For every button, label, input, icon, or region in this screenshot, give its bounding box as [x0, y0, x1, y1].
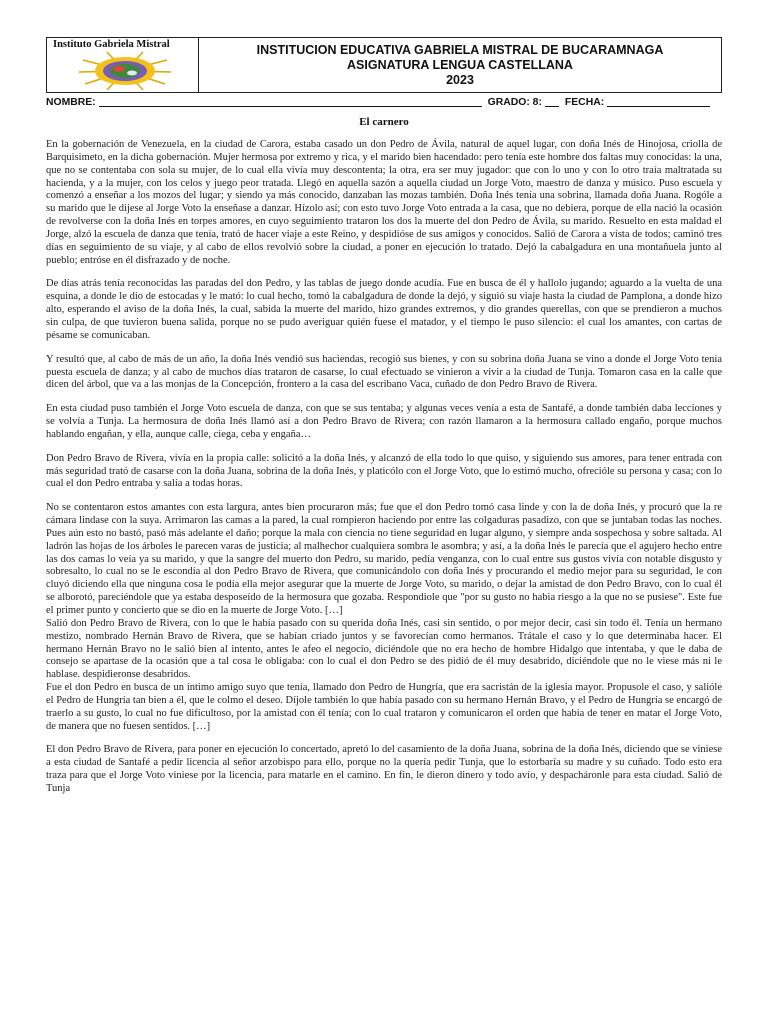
student-info-line	[46, 95, 722, 109]
school-logo-icon	[77, 50, 173, 92]
grade-field[interactable]	[545, 98, 559, 107]
institution-title	[199, 38, 721, 92]
document-title: El carnero	[359, 116, 409, 128]
paragraph: No se contentaron estos amantes con esta largura, antes bien procuraron más; fue que el don Pedro tomó casa linde y con la de doña Inés, y procuró que la re cámara lindase con la suya. Arrimaron las camas a la pared, la cual rompieron haciendo por entre las colgaduras pasadizo, con que se juntaban todas las noches. Pues aún esto no bastó, pasó más adelante el daño; porque la mala con ciencia no tiene seguridad en lugar alguno, y siempre anda sospechosa y sobre saltada. Al ladrón las hojas de los árboles le parecen varas de justicia; al malhechor cualquiera sombra le asombra; y así, a la doña Inés le parecía que el agujero hecho entre las dos camas lo veía ya su marido, y que la sangre del muerto don Pedro, su marido, pedía venganza, con lo cual entre sus gustos vivía con notable disgusto y sobresalto, lo cual no se le escondía al don Pedro Bravo de Rivera, que comunicándolo con doña Inés y procurando el medio mejor para su seguridad, le con cluyó diciendo ella que ninguna cosa le podía ella mejor asegurar que la muerte de Jorge Voto, su marido, o dejar la amistad de don Pedro Bravo, con lo cual él se alborotó, pareciéndole que ya estaba desposeído de la hermosura que gozaba. Respondiole que "por su gusto no habia riesgo a la que no se pusiese". Este fue el primer punto y concierto que se dio en la muerte de Jorge Voto. […]	[46, 502, 722, 616]
logo-cell	[47, 38, 199, 92]
logo-caption: Instituto Gabriela Mistral	[53, 39, 170, 50]
subject-name: ASIGNATURA LENGUA CASTELLANA	[347, 57, 573, 72]
paragraph: Y resultó que, al cabo de más de un año, la doña Inés vendió sus haciendas, recogió sus bienes, y con su sobrina doña Juana se vino a donde el Jorge Voto tenía puesta escuela de danza; y al cabo de muchos días trataron de casarse, lo cual efectuado se vinieron a vivir a la ciudad de Tunja. Tomaron casa en la calle que dicen del árbol, que va a las monjas de la Concepción, frontero a la casa del escribano Vaca, cuñado de don Pedro Bravo de Rivera.	[46, 353, 722, 391]
name-field[interactable]	[99, 98, 482, 107]
paragraph: Salió don Pedro Bravo de Rivera, con lo que le había pasado con su querida doña Inés, casi sin sentido, o por mejor decir, casi sin todo él. Tenía un hermano mestizo, nombrado Hernán Bravo de Rivera, que se habían criado juntos y se favorecían como hermanos. Trátale el caso y lo que determinaba hacer. El hermano Hernán Bravo no le salió bien al intento, antes le afeo el negocio, diciéndole que no era hecho de hombre Hidalgo que intentaba, y que le daba de consejo se apartase de la ocasión que a tal cosa le obligaba: con lo cual el don Pedro se des pidió de él muy desabrido, diciéndole que no le viese más ni le hablase. despidieronse desabridos.	[46, 617, 722, 681]
paragraph: De días atrás tenía reconocidas las paradas del don Pedro, y las tablas de juego donde acudía. Fue en busca de él y hallolo jugando; aguardo a la vuelta de una esquina, a donde le dio de estocadas y le mató: lo cual hecho, tomó la cabalgadura de donde la dejó, y siguió su viaje hasta la ciudad de Pamplona, a donde hizo alto, esperando el aviso de la doña Inés, la cual, sabida la muerte del marido, hizo grandes extremos, y dio grandes querellas, con que se prendieron a muchos sin culpa, de que tuvieron buena salida, porque no se pudo averiguar quién fuese el matador, y el tiempo le puso silencio: el cual los amantes, con cartas de pésame se comunicaban.	[46, 278, 722, 341]
date-label: FECHA:	[564, 96, 605, 108]
paragraph: El don Pedro Bravo de Rivera, para poner en ejecución lo concertado, apretó lo del casamiento de la doña Juana, sobrina de la doña Inés, diciendo que se viniese a esta ciudad de Santafé a pedir licencia al señor arzobispo para ello, porque no la quería pedir Tunja, que lo estorbaría su madre y su cuñado. Todo esto era traza para que el Jorge Voto viniese por la licencia, para matarle en el camino. En fin, le dieron dinero y todo avío, y despacháronle para esta ciudad. Salió de Tunja	[46, 744, 722, 794]
institution-name: INSTITUCION EDUCATIVA GABRIELA MISTRAL DE BUCARAMNAGA	[256, 42, 664, 57]
paragraph: En la gobernación de Venezuela, en la ciudad de Carora, estaba casado un don Pedro de Ávila, natural de aquel lugar, con doña Inés de Hinojosa, criolla de Barquisimeto, en la dicha gobernación. Mujer hermosa por extremo y rica, y el marido bien hacendado: pero tenía este hombre dos faltas muy conocidas: la una, que no se contentaba con sola su mujer, de lo cual ella vivía muy descontenta; la otra, era ser muy jugador: que con lo uno y con lo otro traía maltratada su hacienda, y a la mujer, con los celos y juego peor tratada. Llegó en aquella sazón a aquella ciudad un Jorge Voto, maestro de danza y músico. Puso escuela y comenzó a enseñar a los mozos del lugar; y siendo ya más conocido, danzaban las mozas también. Doña Inés tenía una sobrina, llamada doña Juana. Rogóle a su marido que le dijese al Jorge Voto la enseñase a danzar. Hízolo así; con esto tuvo Jorge Voto entrada a la casa, que no debiera, porque de ella nació la ocasión de revolverse con la doña Inés en torpes amores, en cuyo seguimiento trataron los dos la muerte del don Pedro de Ávila, su marido. Resuelto en esta maldad el Jorge, alzó la escuela de danza que tenía, trató de hacer viaje a este Reino, y despidióse de sus amigos y conocidos. Salió de Carora a vista de todos; caminó tres días en seguimiento de su viaje, y al cabo de ellos revolvió sobre la ciudad, a poner en ejecución lo tratado. Dejó la cabalgadura en una montañuela junto al pueblo; entróse en él disfrazado y de noche.	[46, 139, 722, 266]
document-body	[46, 139, 722, 807]
school-year: 2023	[446, 72, 474, 87]
header-table	[46, 37, 722, 93]
grade-label: GRADO: 8:	[487, 96, 542, 108]
paragraph: Fue el don Pedro en busca de un íntimo amigo suyo que tenía, llamado don Pedro de Hungría, que era sacristán de la iglesia mayor. Propusole el caso, y salióle el Pedro de Hungría tan bien a él, que le colmo el deseo. Díjole también lo que había pasado con su hermano Hernán Bravo, y el Pedro de Hungría se encargó de traerlo a su gusto, lo cual no fue dificultoso, por la amistad con él tenía; con lo cual trataron y comunicaron el orden que había de tener en matar el Jorge Voto, de manera que no fuesen sentidos. […]	[46, 682, 722, 732]
date-field[interactable]	[607, 98, 710, 107]
name-label: NOMBRE:	[46, 96, 96, 108]
paragraph: Don Pedro Bravo de Rivera, vivía en la propia calle: solicitó a la doña Inés, y alcanzó de ella todo lo que quiso, y siguiendo sus amores, para tener entrada con más seguridad trató de casarse con la doña Juana, sobrina de la doña Inés, y platicólo con el Jorge Voto, que lo estimó mucho, ofrecióle su persona y casa; con lo cual el don Pedro entraba y salía a todas horas.	[46, 452, 722, 490]
paragraph: En esta ciudad puso también el Jorge Voto escuela de danza, con que se sus tentaba; y algunas veces venía a esta de Santafé, a donde también daba lecciones y se volvía a Tunja. La hermosura de doña Inés llamó así a don Pedro Bravo de Rivera; con razón llamaron a la hermosura callado engaño, porque muchos hablando engañan, y ella, aunque calle, ciega, ceba y engaña…	[46, 403, 722, 440]
